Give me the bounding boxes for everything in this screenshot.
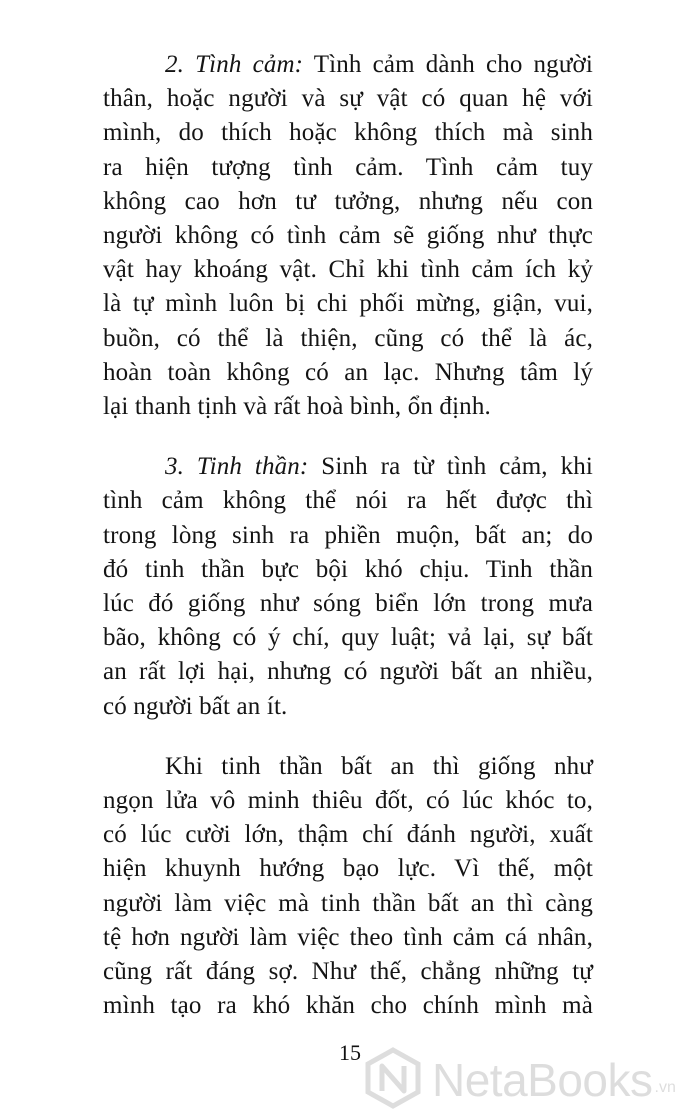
text-line: người làm việc mà tinh thần bất an thì càng bbox=[103, 889, 593, 917]
paragraph-unrest bbox=[103, 750, 593, 1024]
text-line: tình cảm không thể nói ra hết được thì bbox=[103, 487, 593, 515]
text-line-rest: Tình cảm dành cho người bbox=[303, 51, 593, 78]
text-line-rest: Sinh ra từ tình cảm, khi bbox=[308, 453, 593, 481]
text-line: hoàn toàn không có an lạc. Nhưng tâm lý bbox=[103, 358, 593, 386]
text-line: người không có tình cảm sẽ giống như thực bbox=[103, 222, 593, 250]
text-line: cũng rất đáng sợ. Như thế, chẳng những tự bbox=[103, 958, 593, 986]
text-line: ngọn lửa vô minh thiêu đốt, có lúc khóc to, bbox=[103, 787, 593, 815]
watermark bbox=[362, 1040, 700, 1120]
text-line: buồn, có thể là thiện, cũng có thể là ác, bbox=[103, 324, 593, 352]
text-line: có người bất an ít. bbox=[103, 692, 288, 720]
text-line: vật hay khoáng vật. Chỉ khi tình cảm ích kỷ bbox=[103, 256, 593, 284]
text-line: mình tạo ra khó khăn cho chính mình mà bbox=[103, 992, 593, 1020]
text-line bbox=[103, 450, 593, 484]
text-line: không cao hơn tư tưởng, nhưng nếu con bbox=[103, 187, 593, 215]
text-line bbox=[103, 48, 593, 82]
watermark-text: NetaBooks bbox=[432, 1054, 653, 1106]
netabooks-logo-icon bbox=[362, 1047, 424, 1114]
watermark-suffix: .vn bbox=[654, 1079, 676, 1096]
paragraph-heading: 3. Tinh thần: bbox=[165, 453, 309, 481]
text-line: lúc đó giống như sóng biển lớn trong mưa bbox=[103, 590, 593, 618]
page-number: 15 bbox=[339, 1040, 361, 1065]
text-line: lại thanh tịnh và rất hoà bình, ổn định. bbox=[103, 393, 491, 421]
paragraph-feelings bbox=[103, 48, 593, 424]
text-line: trong lòng sinh ra phiền muộn, bất an; do bbox=[103, 521, 593, 549]
text-line: ra hiện tượng tình cảm. Tình cảm tuy bbox=[103, 153, 593, 181]
text-line: bão, không có ý chí, quy luật; vả lại, sự bất bbox=[103, 624, 593, 652]
text-line: có lúc cười lớn, thậm chí đánh người, xuất bbox=[103, 821, 593, 849]
text-line: Khi tinh thần bất an thì giống như bbox=[165, 752, 593, 780]
text-line: mình, do thích hoặc không thích mà sinh bbox=[103, 119, 593, 147]
text-line: tệ hơn người làm việc theo tình cảm cá nhân, bbox=[103, 923, 593, 951]
text-line: an rất lợi hại, nhưng có người bất an nhiều, bbox=[103, 658, 593, 686]
paragraph-spirit bbox=[103, 450, 593, 724]
text-line: hiện khuynh hướng bạo lực. Vì thế, một bbox=[103, 855, 593, 883]
text-line: đó tinh thần bực bội khó chịu. Tinh thần bbox=[103, 555, 593, 583]
paragraph-heading: 2. Tình cảm: bbox=[165, 51, 304, 78]
text-line: thân, hoặc người và sự vật có quan hệ với bbox=[103, 85, 593, 113]
page-body bbox=[103, 48, 593, 1023]
text-line: là tự mình luôn bị chi phối mừng, giận, vui, bbox=[103, 290, 593, 318]
